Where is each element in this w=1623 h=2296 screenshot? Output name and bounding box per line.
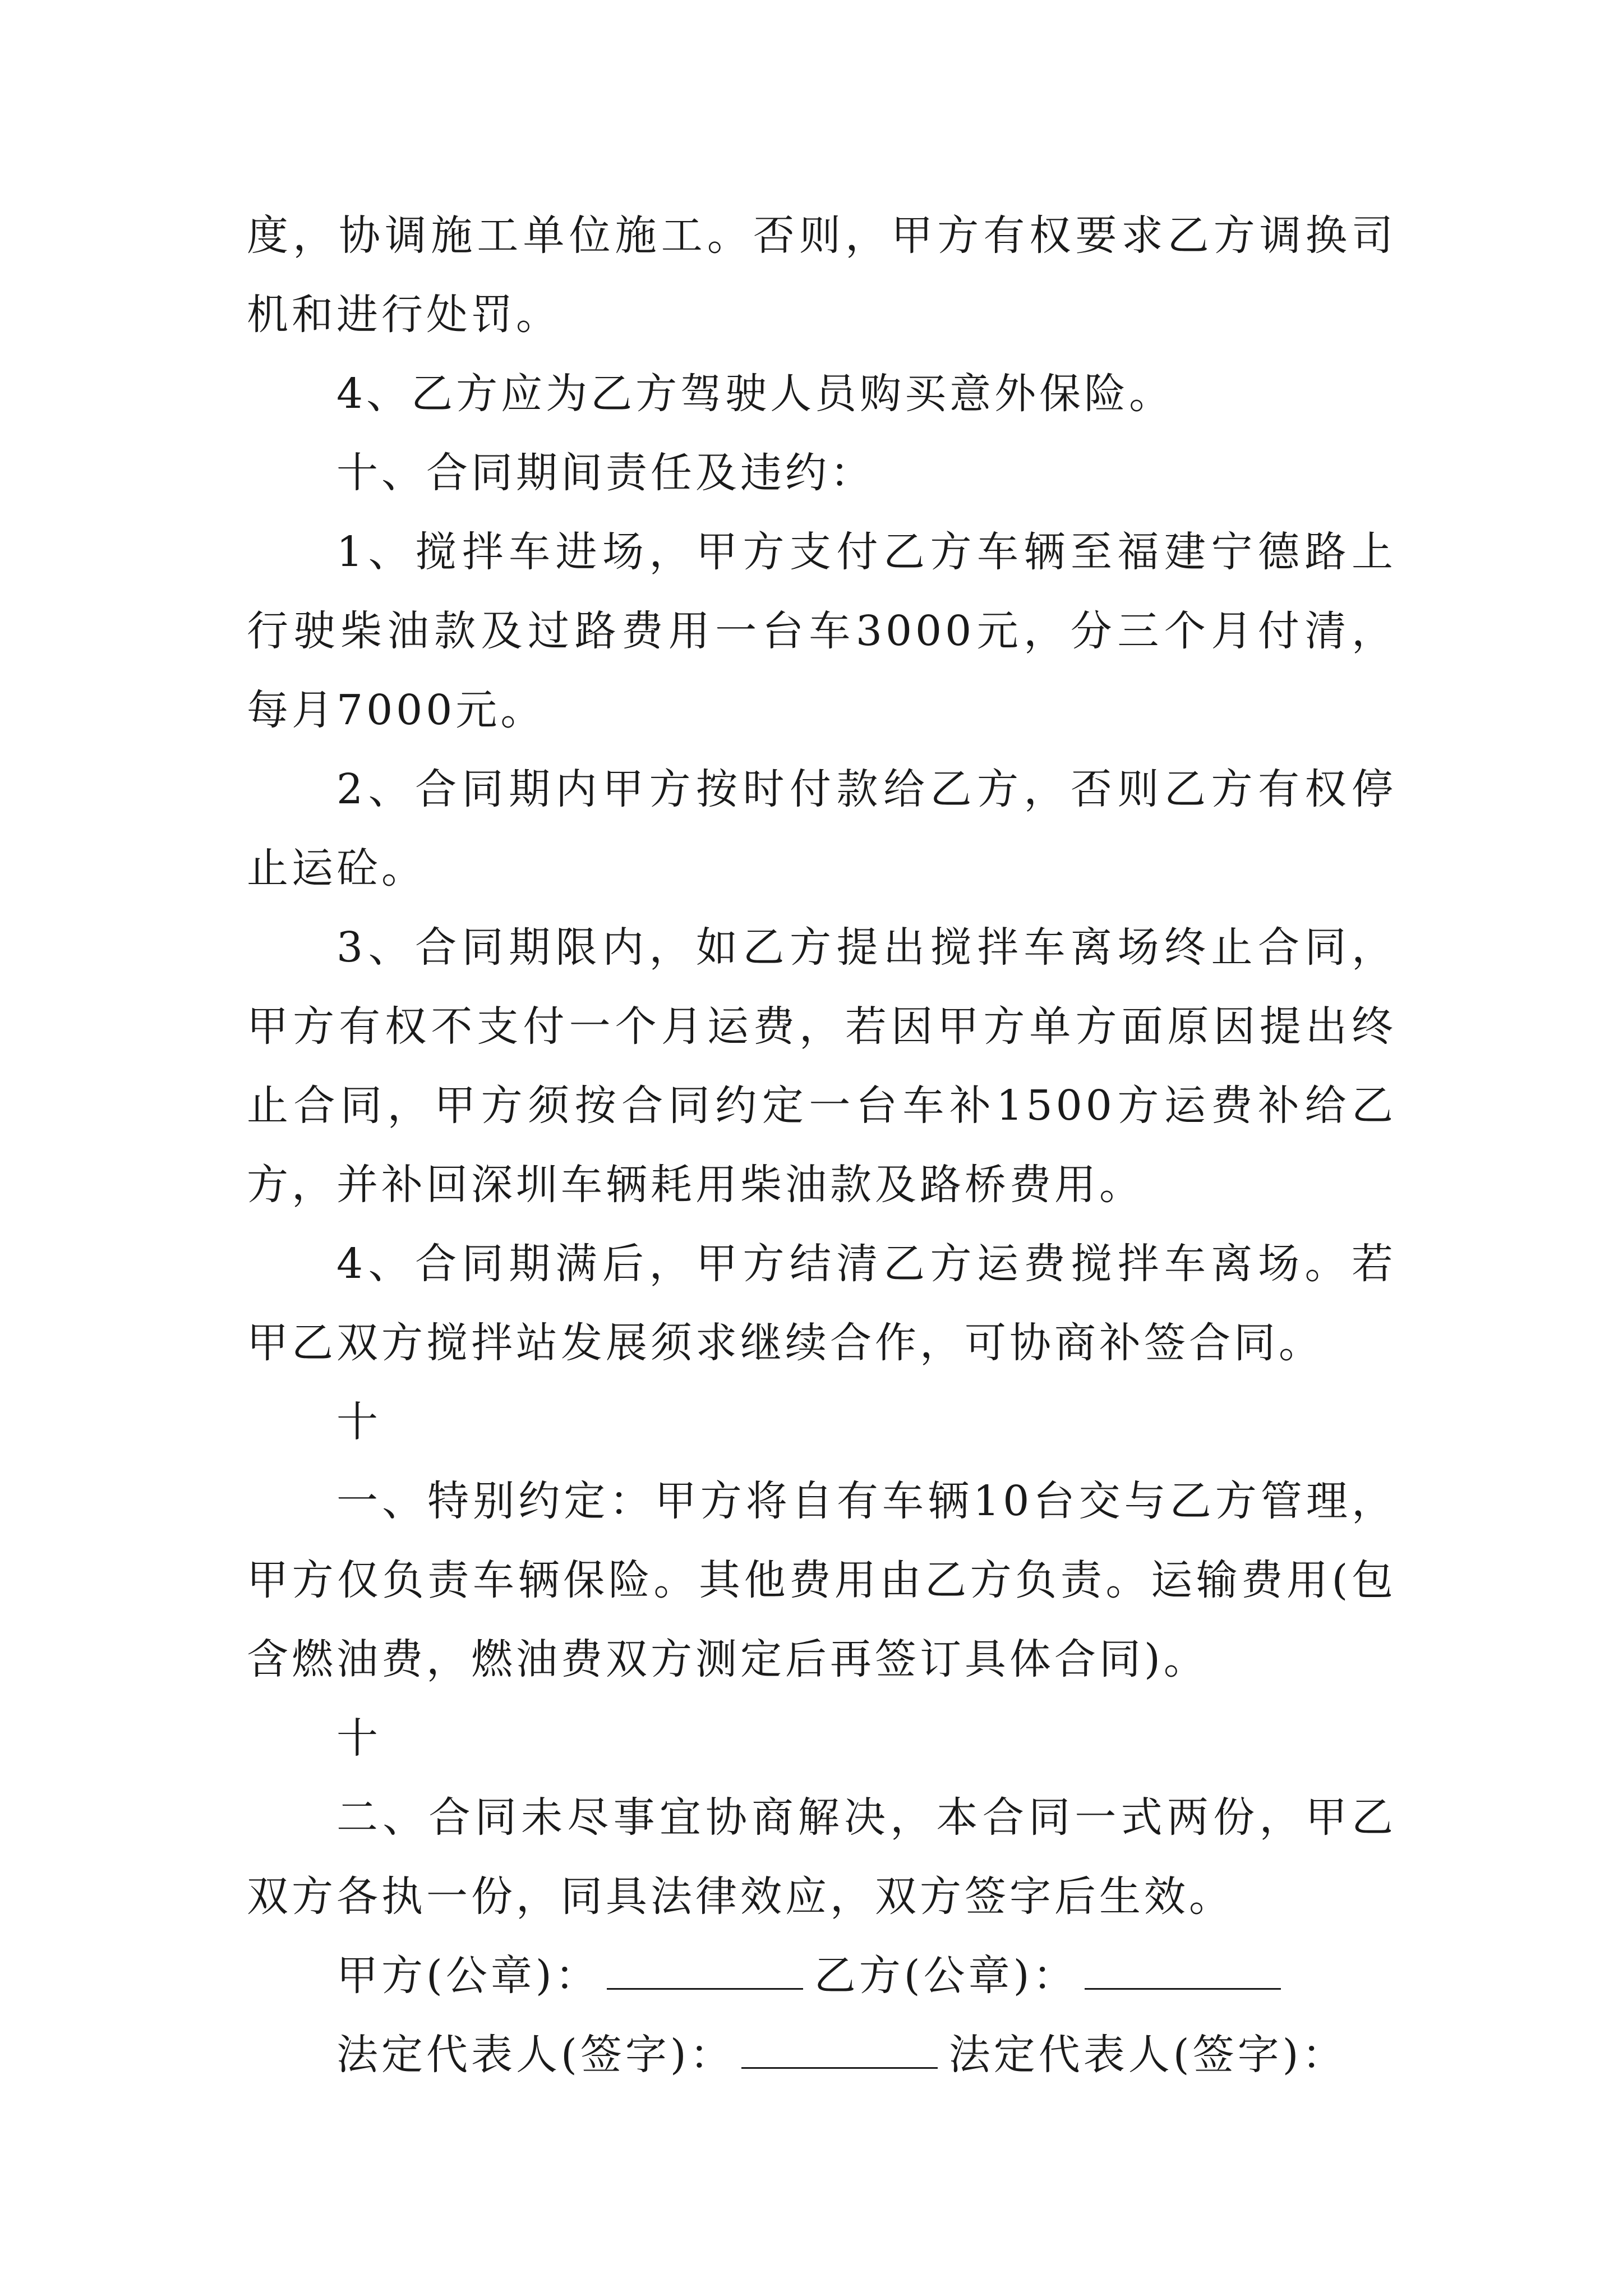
party-a-rep-label: 法定代表人(签字)： (336, 2031, 735, 2079)
section-number-11: 十 (336, 1398, 381, 1446)
party-b-rep-label: 法定代表人(签字)： (948, 2031, 1347, 2079)
paragraph-clause-1: 1、搅拌车进场，甲方支付乙方车辆至福建宁德路上行驶柴油款及过路费用一台车3000元，分三个月付清，每月7000元。 (247, 528, 1396, 734)
paragraph-clause-4-insurance: 4、乙方应为乙方驾驶人员购买意外保险。 (336, 370, 1174, 418)
party-b-seal-blank (1085, 1954, 1281, 1990)
signature-rep-line (247, 2016, 1396, 2095)
section-number-12: 十 (336, 1714, 381, 1763)
paragraph-continuation: 度，协调施工单位施工。否则，甲方有权要求乙方调换司机和进行处罚。 (247, 211, 1396, 339)
paragraph-clause-3: 3、合同期限内，如乙方提出搅拌车离场终止合同，甲方有权不支付一个月运费，若因甲方单方面原因提出终止合同，甲方须按合同约定一台车补1500方运费补给乙方，并补回深圳车辆耗用柴油款及路桥费用。 (247, 923, 1396, 1209)
party-a-seal-blank (607, 1954, 803, 1990)
paragraph-clause-2: 2、合同期内甲方按时付款给乙方，否则乙方有权停止运砼。 (247, 765, 1396, 892)
party-a-seal-label: 甲方(公章)： (336, 1952, 600, 2000)
paragraph-clause-4: 4、合同期满后，甲方结清乙方运费搅拌车离场。若甲乙双方搅拌站发展须求继续合作，可协商补签合同。 (247, 1240, 1396, 1367)
party-a-rep-blank (741, 2033, 938, 2069)
party-b-seal-label: 乙方(公章)： (814, 1952, 1078, 2000)
paragraph-special-agreement: 一、特别约定：甲方将自有车辆10台交与乙方管理，甲方仅负责车辆保险。其他费用由乙方负责。运输费用(包含燃油费，燃油费双方测定后再签订具体合同)。 (247, 1477, 1396, 1683)
section-heading-10: 十、合同期间责任及违约： (336, 449, 875, 497)
contract-text (247, 196, 1396, 2095)
signature-seal-line (247, 1936, 1396, 2016)
paragraph-final-terms: 二、合同未尽事宜协商解决，本合同一式两份，甲乙双方各执一份，同具法律效应，双方签字后生效。 (247, 1793, 1396, 1921)
